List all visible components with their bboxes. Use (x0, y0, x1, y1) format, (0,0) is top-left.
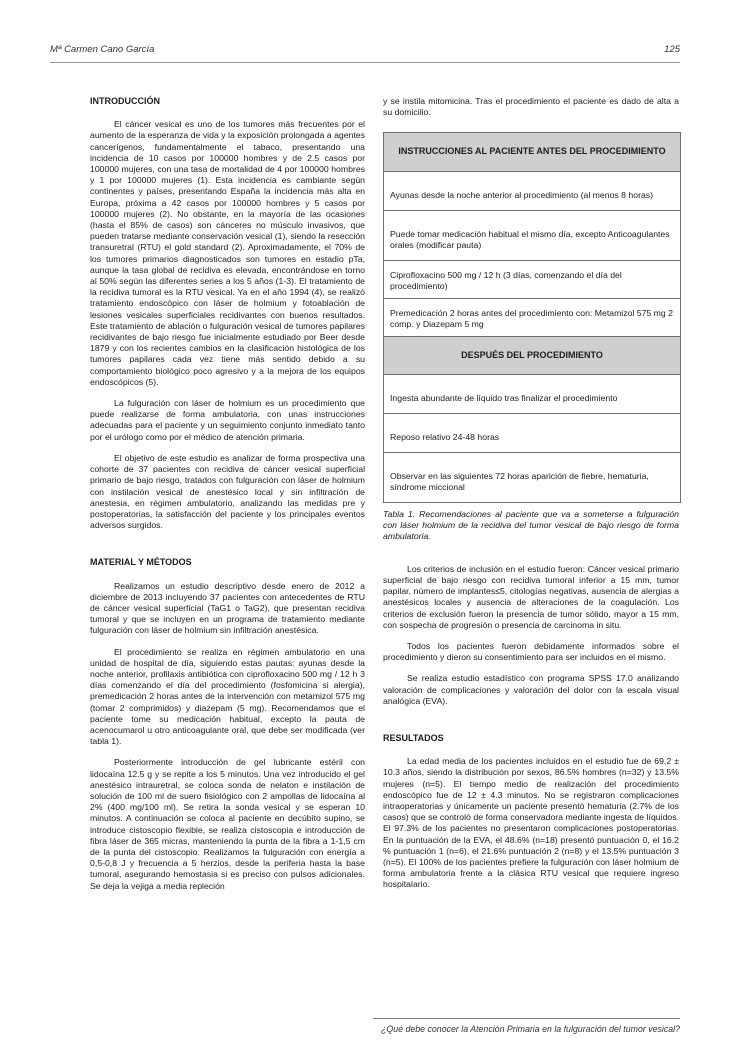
section-title-introduccion: INTRODUCCIÓN (90, 96, 160, 106)
paragraph: Realizamos un estudio descriptivo desde enero de 2012 a diciembre de 2013 incluyendo 37 pacientes con antecedentes de RTU de cáncer vesical superficial (TaG1 o TaG2), que presentan recidiva tumoral y que se incluyen en un programa de tratamiento mediante fulguración con láser de holmium sin infiltración anestésica. (90, 580, 365, 636)
paragraph: El objetivo de este estudio es analizar de forma prospectiva una cohorte de 37 pacientes con recidiva de cáncer vesical superficial primario de bajo riesgo, tratados con fulguración con láser de holmium con instilación vesical de anestésico local y sin infiltración de anestesia, en régimen ambulatorio, analizando las medidas pre y postoperatorias, la satisfacción del paciente y los principales eventos adversos surgidos. (90, 452, 365, 531)
table-row: Premedicación 2 horas antes del procedimiento con: Metamizol 575 mg 2 comp. y Diazepam 5 mg (384, 299, 680, 337)
table-row: Puede tomar medicación habitual el mismo día, excepto Anticoagulantes orales (modificar pauta) (384, 211, 680, 261)
table-row: Ciprofloxacino 500 mg / 12 h (3 días, comenzando el día del procedimiento) (384, 261, 680, 299)
paragraph: El cáncer vesical es uno de los tumores más frecuentes por el aumento de la esperanza de vida y la exposición prolongada a agentes cancerígenos, fundamentalmente el tabaco, presentando una incidencia de 10 casos por 100000 hombres y de 2.5 casos por 100000 mujeres, con una tasa de mortalidad de 4 por 100000 hombres y 1 por 100000 mujeres (1). Esta incidencia es cambiante según continentes y países, presentando España la incidencia más alta en Europa, próxima a 42 casos por 100000 hombres y 5 casos por 100000 mujeres (2). No obstante, en la mayoría de las ocasiones (hasta el 85% de casos) son cánceres no músculo invasivos, que pueden tratarse mediante conservación vesical (1), siendo la resección transuretral (RTU) el gold standard (2). Aproximadamente, el 70% de los tumores primarios diagnosticados son tumores en estadio pTa, aunque la tasa global de recidiva es elevada, encontrándose en torno al 50% según las diferentes series a los 5 años (1-3). El tratamiento de la recidiva tumoral es la RTU vesical. Ya en el año 1994 (4), se realizó tratamiento endoscópico con láser de holmium y fotoablación de lesiones vesicales superficiales recidivantes con buenos resultados. Este tratamiento de ablación o fulguración vesical de tumores papilares recidivantes de bajo riesgo fue inicialmente estudiado por Beer desde 1879 y con los recientes cambios en la clasificación histológica de los tumores papilares cada vez tiene más sentido debido a su comportamiento biológico poco agresivo y a la mejora de los equipos endoscópicos (5). (90, 119, 365, 387)
paragraph: Todos los pacientes fueron debidamente informados sobre el procedimiento y dieron su consentimiento para ser incluidos en el mismo. (383, 641, 679, 663)
table-header-before: INSTRUCCIONES AL PACIENTE ANTES DEL PROCEDIMIENTO (384, 133, 680, 171)
running-header-author: Mª Carmen Cano García (50, 44, 155, 55)
table-row: Ingesta abundante de líquido tras finalizar el procedimiento (384, 375, 680, 414)
paragraph: y se instila mitomicina. Tras el procedimiento el paciente es dado de alta a su domicilio. (383, 96, 679, 118)
table-row: Reposo relativo 24-48 horas (384, 414, 680, 453)
left-column (90, 96, 365, 902)
right-column (383, 96, 679, 901)
table-header-after: DESPUÉS DEL PROCEDIMIENTO (384, 337, 680, 375)
page-number: 125 (664, 44, 680, 55)
instructions-table (383, 132, 681, 502)
paragraph: La fulguración con láser de holmium es un procedimiento que puede realizarse de forma ambulatoria, con unas instrucciones adecuadas para el paciente y un seguimiento conjunto inmediato tanto por el urólogo como por el médico de atención primaria. (90, 398, 365, 442)
table-row: Observar en las siguientes 72 horas aparición de fiebre, hematuria, síndrome miccional (390, 470, 649, 492)
footer-rule (373, 1018, 680, 1019)
paragraph: Los criterios de inclusión en el estudio fueron: Cáncer vesical primario superficial de bajo riesgo con recidiva tumoral inferior a 15 mm, tumor papilar, número de implantes≤5, citologías negativas, ausencia de alergias a anestésicos locales y ausencia de alteraciones de la coagulación. Los criterios de exclusión fueron la presencia de tumor sólido, mayor a 15 mm, con sospecha de progresión o presencia de carcinoma in situ. (383, 563, 679, 630)
paragraph: Posteriormente introducción de gel lubricante estéril con lidocaína 12.5 g y se repite a los 5 minutos. Una vez introducido el gel anestésico intrauretral, se coloca sonda de nelaton e instilación de solución de 100 ml de suero fisiológico con 2 ampollas de lidocaína al 2% (400 mg/100 ml). Se retira la sonda vesical y se esperan 10 minutos. A continuación se coloca al paciente en decúbito supino, se introduce cistoscopio flexible, se realiza cistoscopia e introducción de fibra láser de 365 micras, manteniendo la punta de la fibra a 1-1,5 cm de la punta del cistoscopio. Realizamos la fulguración con energía a 0,5-0,8 J y frecuencia a 5 herzios, desde la periferia hasta la base tumoral, asegurando hemostasia si es preciso con pulsos adicionales. Se deja la vejiga a media repleción (90, 757, 365, 891)
header-rule (50, 62, 680, 63)
section-title-material-metodos: MATERIAL Y MÉTODOS (90, 557, 192, 568)
paragraph: El procedimiento se realiza en régimen ambulatorio en una unidad de hospital de día, siguiendo estas pautas: ayunas desde la noche anterior, profilaxis antibiótica con ciprofloxacino 500 mg / 12 h 3 días comenzando el día del procedimiento (fosfomicina si alergia), premedicación 2 horas antes de la intervención con metamizol 575 mg (tomar 2 comprimidos) y diazepam (5 mg). Recomendamos que el paciente tome su medicación habitual, excepto la pauta de acenocumarol u otro anticoagulante oral, que debe ser modificada (ver tabla 1). (90, 646, 365, 747)
paragraph: Se realiza estudio estadístico con programa SPSS 17.0 analizando valoración de complicaciones y valoración del dolor con la escala visual analógica (EVA). (383, 673, 679, 706)
paragraph: La edad media de los pacientes incluidos en el estudio fue de 69.2 ± 10.3 años, siendo la distribución por sexos, 86.5% hombres (n=32) y 13.5% mujeres (n=5). El tiempo medio de realización del procedimiento endoscópico fue de 12 ± 4.3 minutos. No se registraron complicaciones intraoperatorias y únicamente un paciente presentó hematuria (2.7% de los casos) que se controló de forma conservadora mediante ingesta de líquidos. El 97.3% de los pacientes no presentaron complicaciones postoperatorias. En la puntuación de la EVA, el 48.6% (n=18) presentó puntuación 0, el 16.2 % puntuación 1 (n=6), el 21.6% puntuación 2 (n=8) y el 13.5% puntuación 3 (n=5). El 100% de los pacientes prefiere la fulguración con láser holmium de forma ambulatoria frente a la clásica RTU vesical que requiere ingreso hospitalario. (383, 756, 679, 890)
table-row: Ayunas desde la noche anterior al procedimiento (al menos 8 horas) (384, 172, 680, 211)
running-footer-title: ¿Qué debe conocer la Atención Primaria en la fulguración del tumor vesical? (381, 1024, 680, 1034)
section-title-resultados: RESULTADOS (383, 733, 444, 744)
table-caption: Tabla 1. Recomendaciones al paciente que va a someterse a fulguración con láser holmium de la recidiva del tumor vesical de bajo riesgo de forma ambulatoria. (383, 508, 679, 541)
